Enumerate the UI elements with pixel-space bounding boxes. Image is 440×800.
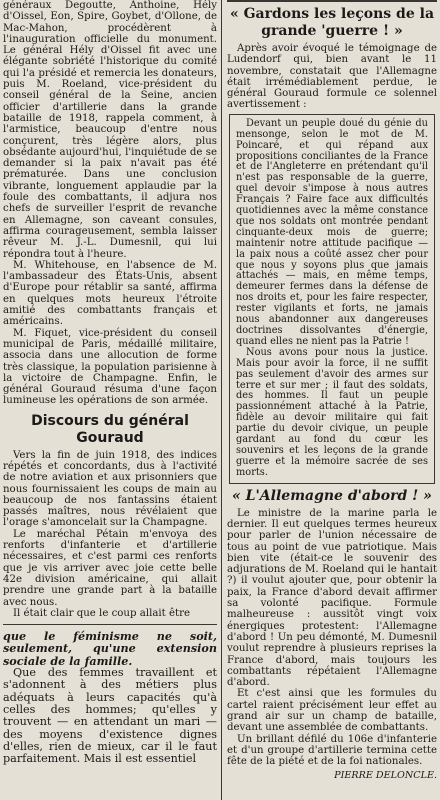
article-paragraph: Et c'est ainsi que les formules du cartel raient précisément leur effet au grand air sur un champ de bataille, devant une assemblée de combattants. bbox=[227, 688, 437, 734]
feminisme-article bbox=[3, 630, 217, 765]
article-paragraph: Que des femmes travaillent et s'adonnent à des métiers plus adéquats à leurs capacités qu'à celles des hommes; qu'elles y trouvent — en attendant un mari — des moyens d'existence dignes d'elles, rien de mieux, car il le faut parfaitement. Mais il est essentiel bbox=[3, 666, 217, 766]
article-paragraph: Après avoir évoqué le témoignage de Ludendorf qui, bien avant le 11 novembre, constatait que l'Allemagne était irrémédiablement perdue, le général Gouraud formule ce solennel avertissement : bbox=[227, 43, 437, 111]
quote-box bbox=[229, 114, 435, 484]
quote-paragraph: Nous avons pour nous la justice. Mais pour avoir la force, il ne suffit pas seulement d'avoir des armes sur terre et sur mer ; il faut des soldats, des hommes. Il faut un peuple passionnément attaché à la Patrie, fidèle au devoir militaire qui fait partie du devoir civique, un peuple gardant au fond du cœur les souvenirs et les leçons de la grande guerre et la mémoire sacrée de ses morts. bbox=[236, 346, 428, 478]
column-divider bbox=[221, 0, 222, 800]
article-paragraph: Il était clair que le coup allait être bbox=[13, 607, 191, 619]
section-heading-allemagne: « L'Allemagne d'abord ! » bbox=[232, 487, 432, 504]
article-paragraph: M. Fiquet, vice-président du conseil municipal de Paris, médaillé militaire, associa dans une allocution de forme très classique, la population parisienne à la victoire de Champagne. Enfin, le général Gouraud résuma d'une façon lumineuse les opérations de son armée. bbox=[3, 327, 217, 407]
article-paragraph: que le féminisme ne soit, seulement, qu'une extension sociale de la famille. bbox=[3, 629, 217, 668]
article-paragraph: M. Whitehouse, en l'absence de M. l'ambassadeur des États-Unis, absent d'Europe pour rétablir sa santé, affirma en quelques mots heureux l'étroite amitié des combattants français et américains. bbox=[3, 259, 217, 328]
left-column bbox=[3, 0, 217, 800]
right-column bbox=[227, 0, 437, 800]
section-divider bbox=[3, 624, 217, 625]
signature: PIERRE DELONCLE. bbox=[334, 769, 437, 781]
article-paragraph: généraux Degoutte, Anthoine, Hély d'Oissel, Eon, Spire, Goybet, d'Ollone, de Mac-Mahon, procédèrent à l'inauguration officielle du monument. Le général Hély d'Oissel fit avec une élégante sobriété l'historique du comité qui l'a présidé et remercia les donateurs, puis M. Roeland, vice-président du conseil général de la Seine, ancien officier d'artillerie dans la grande bataille de 1918, rappela comment, à l'armistice, beaucoup d'entre nous conçurent, très légère alors, plus obsédante aujourd'hui, l'inquiétude de se demander si la paix n'avait pas été prématurée. Dans une conclusion vibrante, longuement applaudie par la foule des combattants, il adjura nos chefs de surveiller l'esprit de revanche en Allemagne, son caveant consules, affirma courageusement, sembla laisser rêveur M. J.-L. Dumesnil, qui lui répondra tout à l'heure. bbox=[3, 0, 217, 260]
article-paragraph: Le maréchal Pétain m'envoya des renforts d'infanterie et d'artillerie nécessaires, et c'est parmi ces renforts que je vis arriver avec joie cette belle 42e division américaine, qui allait prendre une grande part à la bataille avec nous. bbox=[3, 528, 217, 608]
quote-paragraph: Devant un peuple doué du génie du mensonge, selon le mot de M. Poincaré, et qui répand aux propositions conciliantes de la France et de l'Angleterre en prétendant qu'il n'est pas responsable de la guerre, quel devoir s'impose à nous autres Français ? Faire face aux difficultés quotidiennes avec la même constance que nos soldats ont montrée pendant cinquante-deux mois de guerre; maintenir notre attitude pacifique — la paix nous a coûté assez cher pour que nous y soyons plus que jamais attachés — mais, en même temps, demeurer fermes dans la défense de nos droits et, pour les faire respecter, rester vigilants et forts, ne jamais nous abandonner aux dangereuses doctrines dissolvantes d'énergie, quand elles ne nient pas la Patrie ! bbox=[236, 117, 428, 347]
article-paragraph: Vers la fin de juin 1918, des indices répétés et concordants, dus à l'activité de notre aviation et aux prisonniers que nous fournissaient les coups de main au beaucoup de nos fantassins étaient passés maîtres, nous révélaient que l'orage s'amoncelait sur la Champagne. bbox=[3, 449, 217, 529]
section-heading-lecons: « Gardons les leçons de la grande 'guerre ! » bbox=[229, 6, 435, 39]
top-rule bbox=[227, 0, 437, 2]
article-paragraph: Un brillant défilé du 106e d'infanterie et d'un groupe d'artillerie termina cette fête de la piété et de la foi nationales. bbox=[227, 733, 437, 768]
article-paragraph: Le ministre de la marine parla le dernier. Il eut quelques termes heureux pour parler de l'union nécessaire de tous au point de vue patriotique. Mais bien vite (était-ce le souvenir des adjurations de M. Roeland qui le hantait ?) il voulut ajouter que, pour obtenir la paix, la France d'abord devait affirmer sa volonté pacifique. Formule malheureuse : aussitôt vingt voix énergiques protestent: l'Allemagne d'abord ! Un peu démonté, M. Dumesnil voulut reprendre à plusieurs reprises la France d'abord, mais toujours les combattants répétaient l'Allemagne d'abord. bbox=[227, 507, 437, 689]
section-heading-discours: Discours du général Gouraud bbox=[31, 412, 189, 446]
